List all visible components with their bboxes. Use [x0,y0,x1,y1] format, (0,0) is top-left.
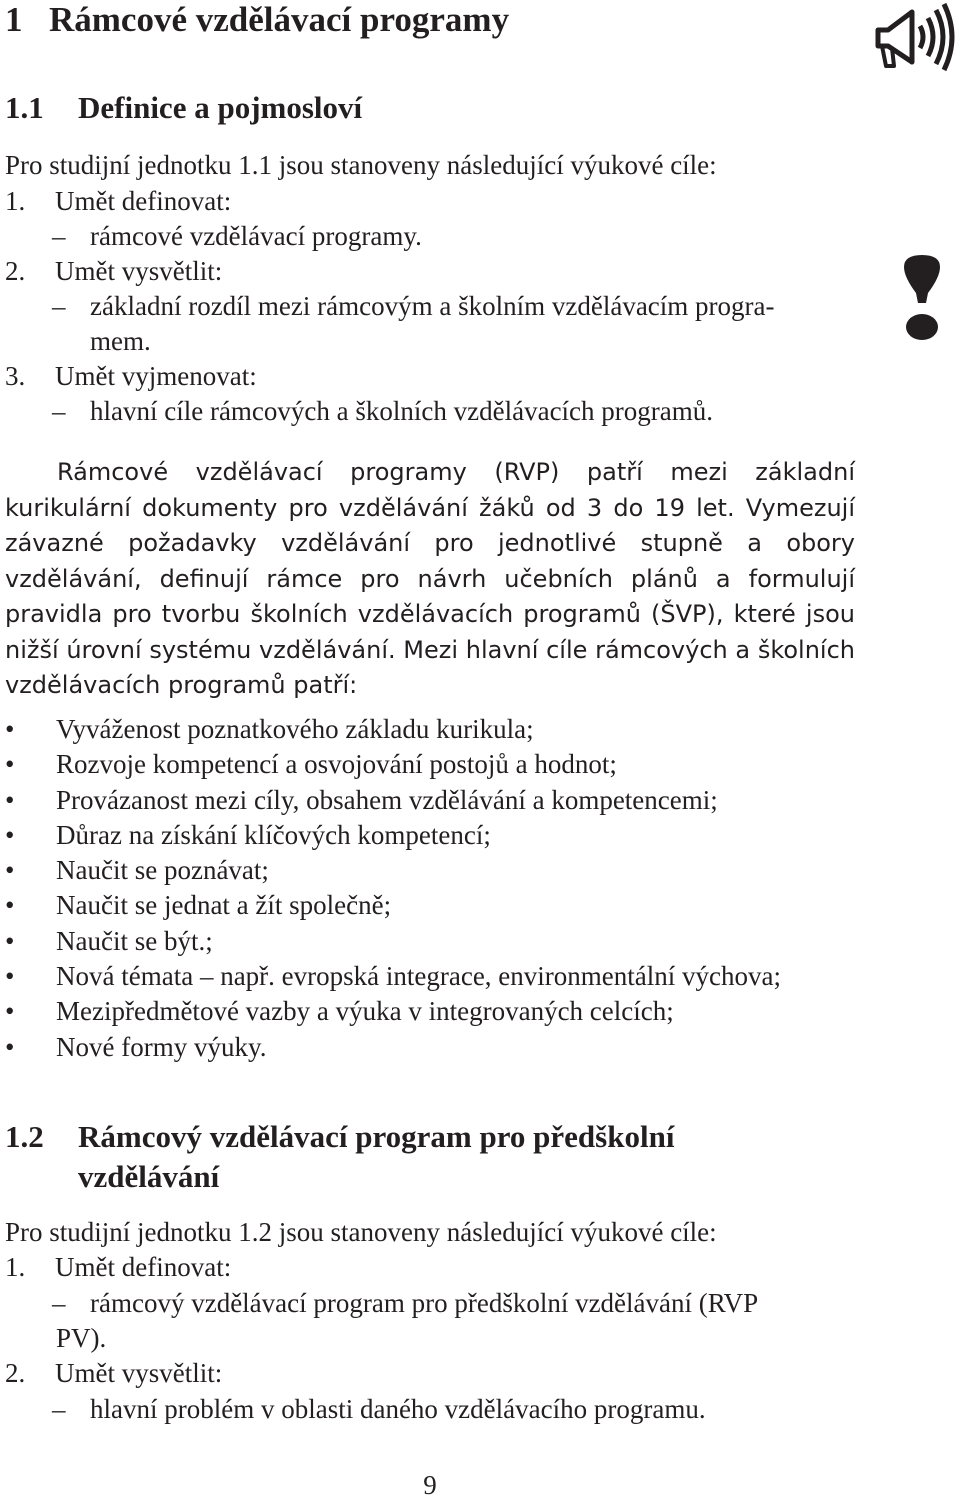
objective-2-item: – základní rozdíl mezi rámcovým a školním vzdělávacím progra- [52,291,775,321]
objective-2-1-item: – rámcový vzdělávací program pro předškolní vzdělávání (RVP [52,1288,759,1318]
section-title: Rámcový vzdělávací program pro předškolní vzdělávání [78,1119,675,1194]
objective-2-item-cont: mem. [90,326,151,356]
chapter-title: Rámcové vzdělávací programy [49,0,510,39]
list-item: • Nová témata – např. evropská integrace, environmentální výchova; [5,961,781,992]
objective-2-1: 1. Umět definovat: [5,1252,232,1282]
list-item: • Vyváženost poznatkového základu kurikula; [5,714,534,744]
objective-3-item: – hlavní cíle rámcových a školních vzdělávacích programů. [52,396,714,426]
objective-3: 3. Umět vyjmenovat: [5,361,257,391]
list-item: • Naučit se jednat a žít společně; [5,890,392,921]
objective-2-2: 2. Umět vysvětlit: [5,1358,223,1388]
page-number: 9 [423,1470,437,1500]
chapter-heading [5,0,509,40]
objective-2-1-item-cont: PV). [56,1323,107,1353]
goals-list [5,712,781,1065]
section-title: Definice a pojmosloví [78,90,363,125]
list-item: • Rozvoje kompetencí a osvojování postojů a hodnot; [5,749,617,780]
body-paragraph: Rámcové vzdělávací programy (RVP) patří mezi základní kurikulární dokumenty pro vzdělávání žáků od 3 do 19 let. Vymezují závazné požadavky vzdělávání pro jednotlivé stupně a obory vzdělávání, definují rámce pro návrh učebních plánů a formulují pravidla pro tvorbu školních vzdělávacích programů (ŠVP), které jsou nižší úrovní systému vzdělávání. Mezi hlavní cíle rámcových a školních vzdělávacích programů patří: [5,458,855,699]
exclamation-icon [902,255,942,341]
list-item: • Naučit se poznávat; [5,855,269,886]
section-number: 1.2 [5,1119,44,1154]
chapter-number: 1 [5,0,23,39]
list-item: • Nové formy výuky. [5,1031,267,1062]
section-number: 1.1 [5,90,44,125]
objective-2: 2. Umět vysvětlit: [5,256,223,286]
objectives-intro-2: Pro studijní jednotku 1.2 jsou stanoveny následující výukové cíle: [5,1217,717,1247]
list-item: • Důraz na získání klíčových kompetencí; [5,819,491,850]
list-item: • Mezipředmětové vazby a výuka v integrovaných celcích; [5,996,674,1027]
objective-1: 1. Umět definovat: [5,186,232,216]
objective-2-2-item: – hlavní problém v oblasti daného vzdělávacího programu. [52,1394,706,1424]
objectives-intro: Pro studijní jednotku 1.1 jsou stanoveny následující výukové cíle: [5,150,717,180]
objective-1-item: – rámcové vzdělávací programy. [52,221,422,251]
list-item: • Naučit se být.; [5,925,213,956]
list-item: • Provázanost mezi cíly, obsahem vzdělávání a kompetencemi; [5,784,718,815]
megaphone-icon [868,2,958,72]
